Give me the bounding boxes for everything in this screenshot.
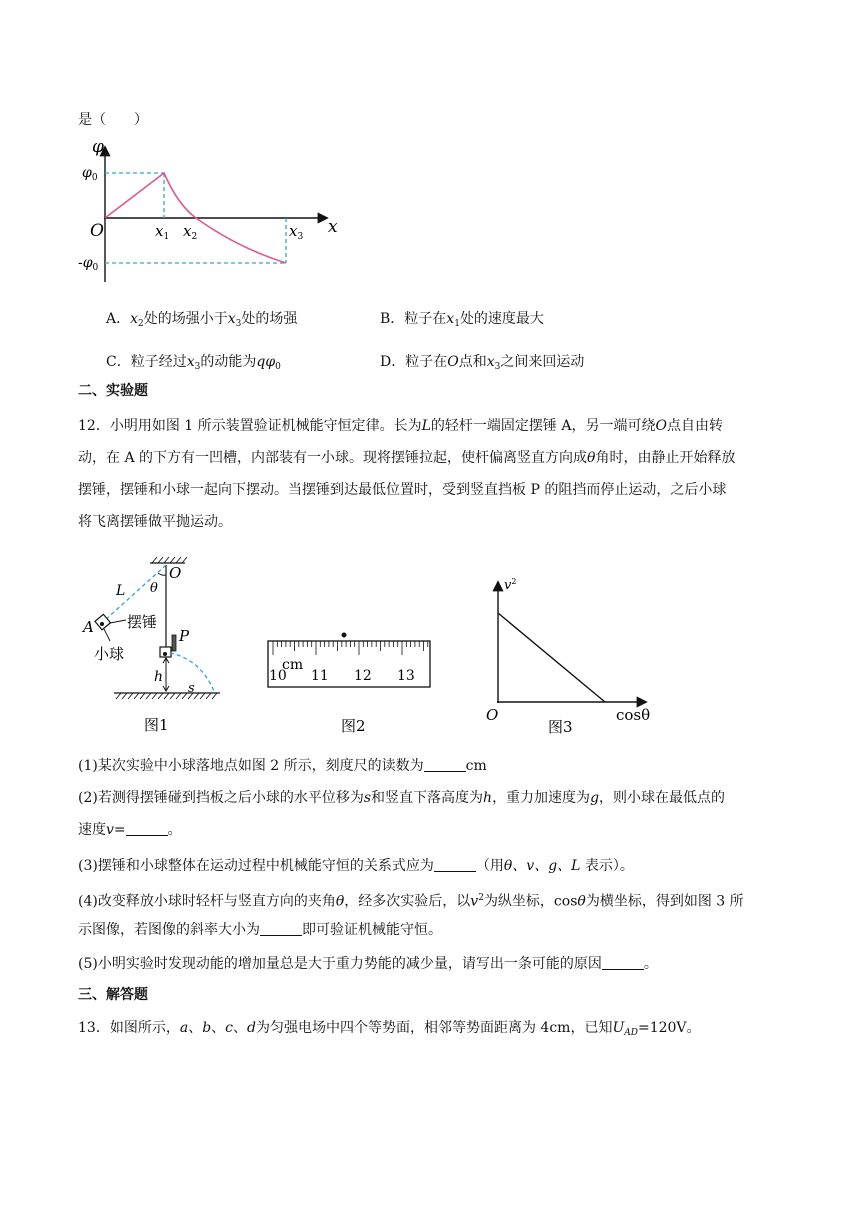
- svg-text:图2: 图2: [341, 717, 366, 735]
- svg-text:cm: cm: [282, 657, 304, 673]
- fit-line: [498, 613, 605, 702]
- svg-text:x3: $x_3$: [289, 222, 304, 242]
- q12-line3: 摆锤，摆锤和小球一起向下摆动。当摆锤到达最低位置时，受到竖直挡板 P 的阻挡而停止运动，之后小球: [78, 482, 727, 498]
- svg-text:φ0: $\varphi_0$: [82, 165, 98, 183]
- svg-text:图1: 图1: [144, 716, 169, 734]
- x-axis-label: x: [328, 217, 338, 237]
- question-fragment: 是（ ）: [78, 112, 148, 128]
- svg-text:12: 12: [354, 668, 372, 684]
- sub-question-5: (5)小明实验时发现动能的增加量总是大于重力势能的减少量，请写出一条可能的原因 。: [78, 956, 658, 972]
- answer-blank-5[interactable]: [602, 955, 644, 970]
- figure-2-ruler: [262, 630, 442, 740]
- svg-text:θ: θ: [150, 581, 158, 596]
- svg-text:摆锤: 摆锤: [127, 613, 158, 631]
- q12-line4: 将飞离摆锤做平抛运动。: [78, 514, 232, 530]
- svg-text:图3: 图3: [548, 718, 573, 736]
- svg-text:小球: 小球: [94, 645, 125, 663]
- figure-1-pendulum: [80, 555, 230, 740]
- svg-text:11: 11: [311, 668, 329, 684]
- svg-text:O: O: [486, 706, 499, 724]
- section-heading-experiment: 二、实验题: [78, 383, 148, 399]
- phi-x-graph: [78, 140, 358, 290]
- svg-text:cosθ: cosθ: [616, 706, 651, 724]
- svg-text:P: P: [179, 627, 190, 645]
- sub-question-1: (1)某次实验中小球落地点如图 2 所示，刻度尺的读数为 cm: [78, 758, 487, 774]
- svg-text:x1: $x_1$: [155, 222, 170, 242]
- svg-text:O: O: [169, 564, 182, 582]
- origin-label: O: [90, 221, 104, 241]
- svg-text:13: 13: [397, 668, 415, 684]
- sub-question-4-line2: 示图像，若图像的斜率大小为 即可验证机械能守恒。: [78, 922, 442, 938]
- svg-text:A: A: [83, 618, 94, 636]
- svg-text:L: L: [116, 583, 126, 599]
- answer-blank-3[interactable]: [434, 857, 476, 872]
- section-heading-solution: 三、解答题: [78, 987, 148, 1003]
- sub-question-2-line2: 速度v= 。: [78, 822, 182, 838]
- sub-question-4-line1: (4)改变释放小球时轻杆与竖直方向的夹角θ，经多次实验后，以$v^2$为纵坐标，cosθ为横坐标，得到如图 3 所: [78, 893, 744, 910]
- landing-dot: [342, 633, 347, 638]
- sub-question-3: (3)摆锤和小球整体在运动过程中机械能守恒的关系式应为 （用θ、v、g、L 表示）。: [78, 858, 634, 874]
- sub-question-2-line1: (2)若测得摆锤碰到挡板之后小球的水平位移为s和竖直下落高度为h，重力加速度为g，则小球在最低点的: [78, 790, 726, 806]
- svg-text:10: 10: [269, 668, 287, 684]
- svg-text:-φ0: $-\varphi_0$: [78, 255, 99, 273]
- svg-text:v2: $v^2$: [504, 577, 517, 593]
- answer-blank-4[interactable]: [260, 921, 302, 936]
- answer-blank-1[interactable]: [424, 757, 466, 772]
- answer-blank-2[interactable]: [126, 821, 168, 836]
- svg-text:h: h: [154, 669, 164, 685]
- q12-line1: 12．小明用如图 1 所示装置验证机械能守恒定律。长为L的轻杆一端固定摆锤 A，另一端可绕O点自由转: [78, 418, 723, 434]
- phi-axis-label: φ: [92, 140, 104, 157]
- q13-text: 13．如图所示，a、b、c、d为匀强电场中四个等势面，相邻等势面距离为 4cm，已知$U_{AD}=120V$。: [78, 1020, 701, 1038]
- svg-text:s: s: [188, 681, 195, 696]
- q12-line2: 动，在 A 的下方有一凹槽，内部装有一小球。现将摆锤拉起，使杆偏离竖直方向成θ角时，由静止开始释放: [78, 450, 736, 466]
- option-b: B．粒子在$x_1$处的速度最大: [380, 311, 544, 329]
- option-a: A．$x_2$处的场强小于$x_3$处的场强: [106, 311, 298, 329]
- option-c: C．粒子经过$x_3$的动能为$q\varphi_0$: [106, 354, 281, 372]
- option-d: D．粒子在O点和$x_3$之间来回运动: [380, 354, 585, 372]
- figure-3-v2-cos-graph: [480, 575, 660, 740]
- svg-text:x2: $x_2$: [183, 222, 198, 242]
